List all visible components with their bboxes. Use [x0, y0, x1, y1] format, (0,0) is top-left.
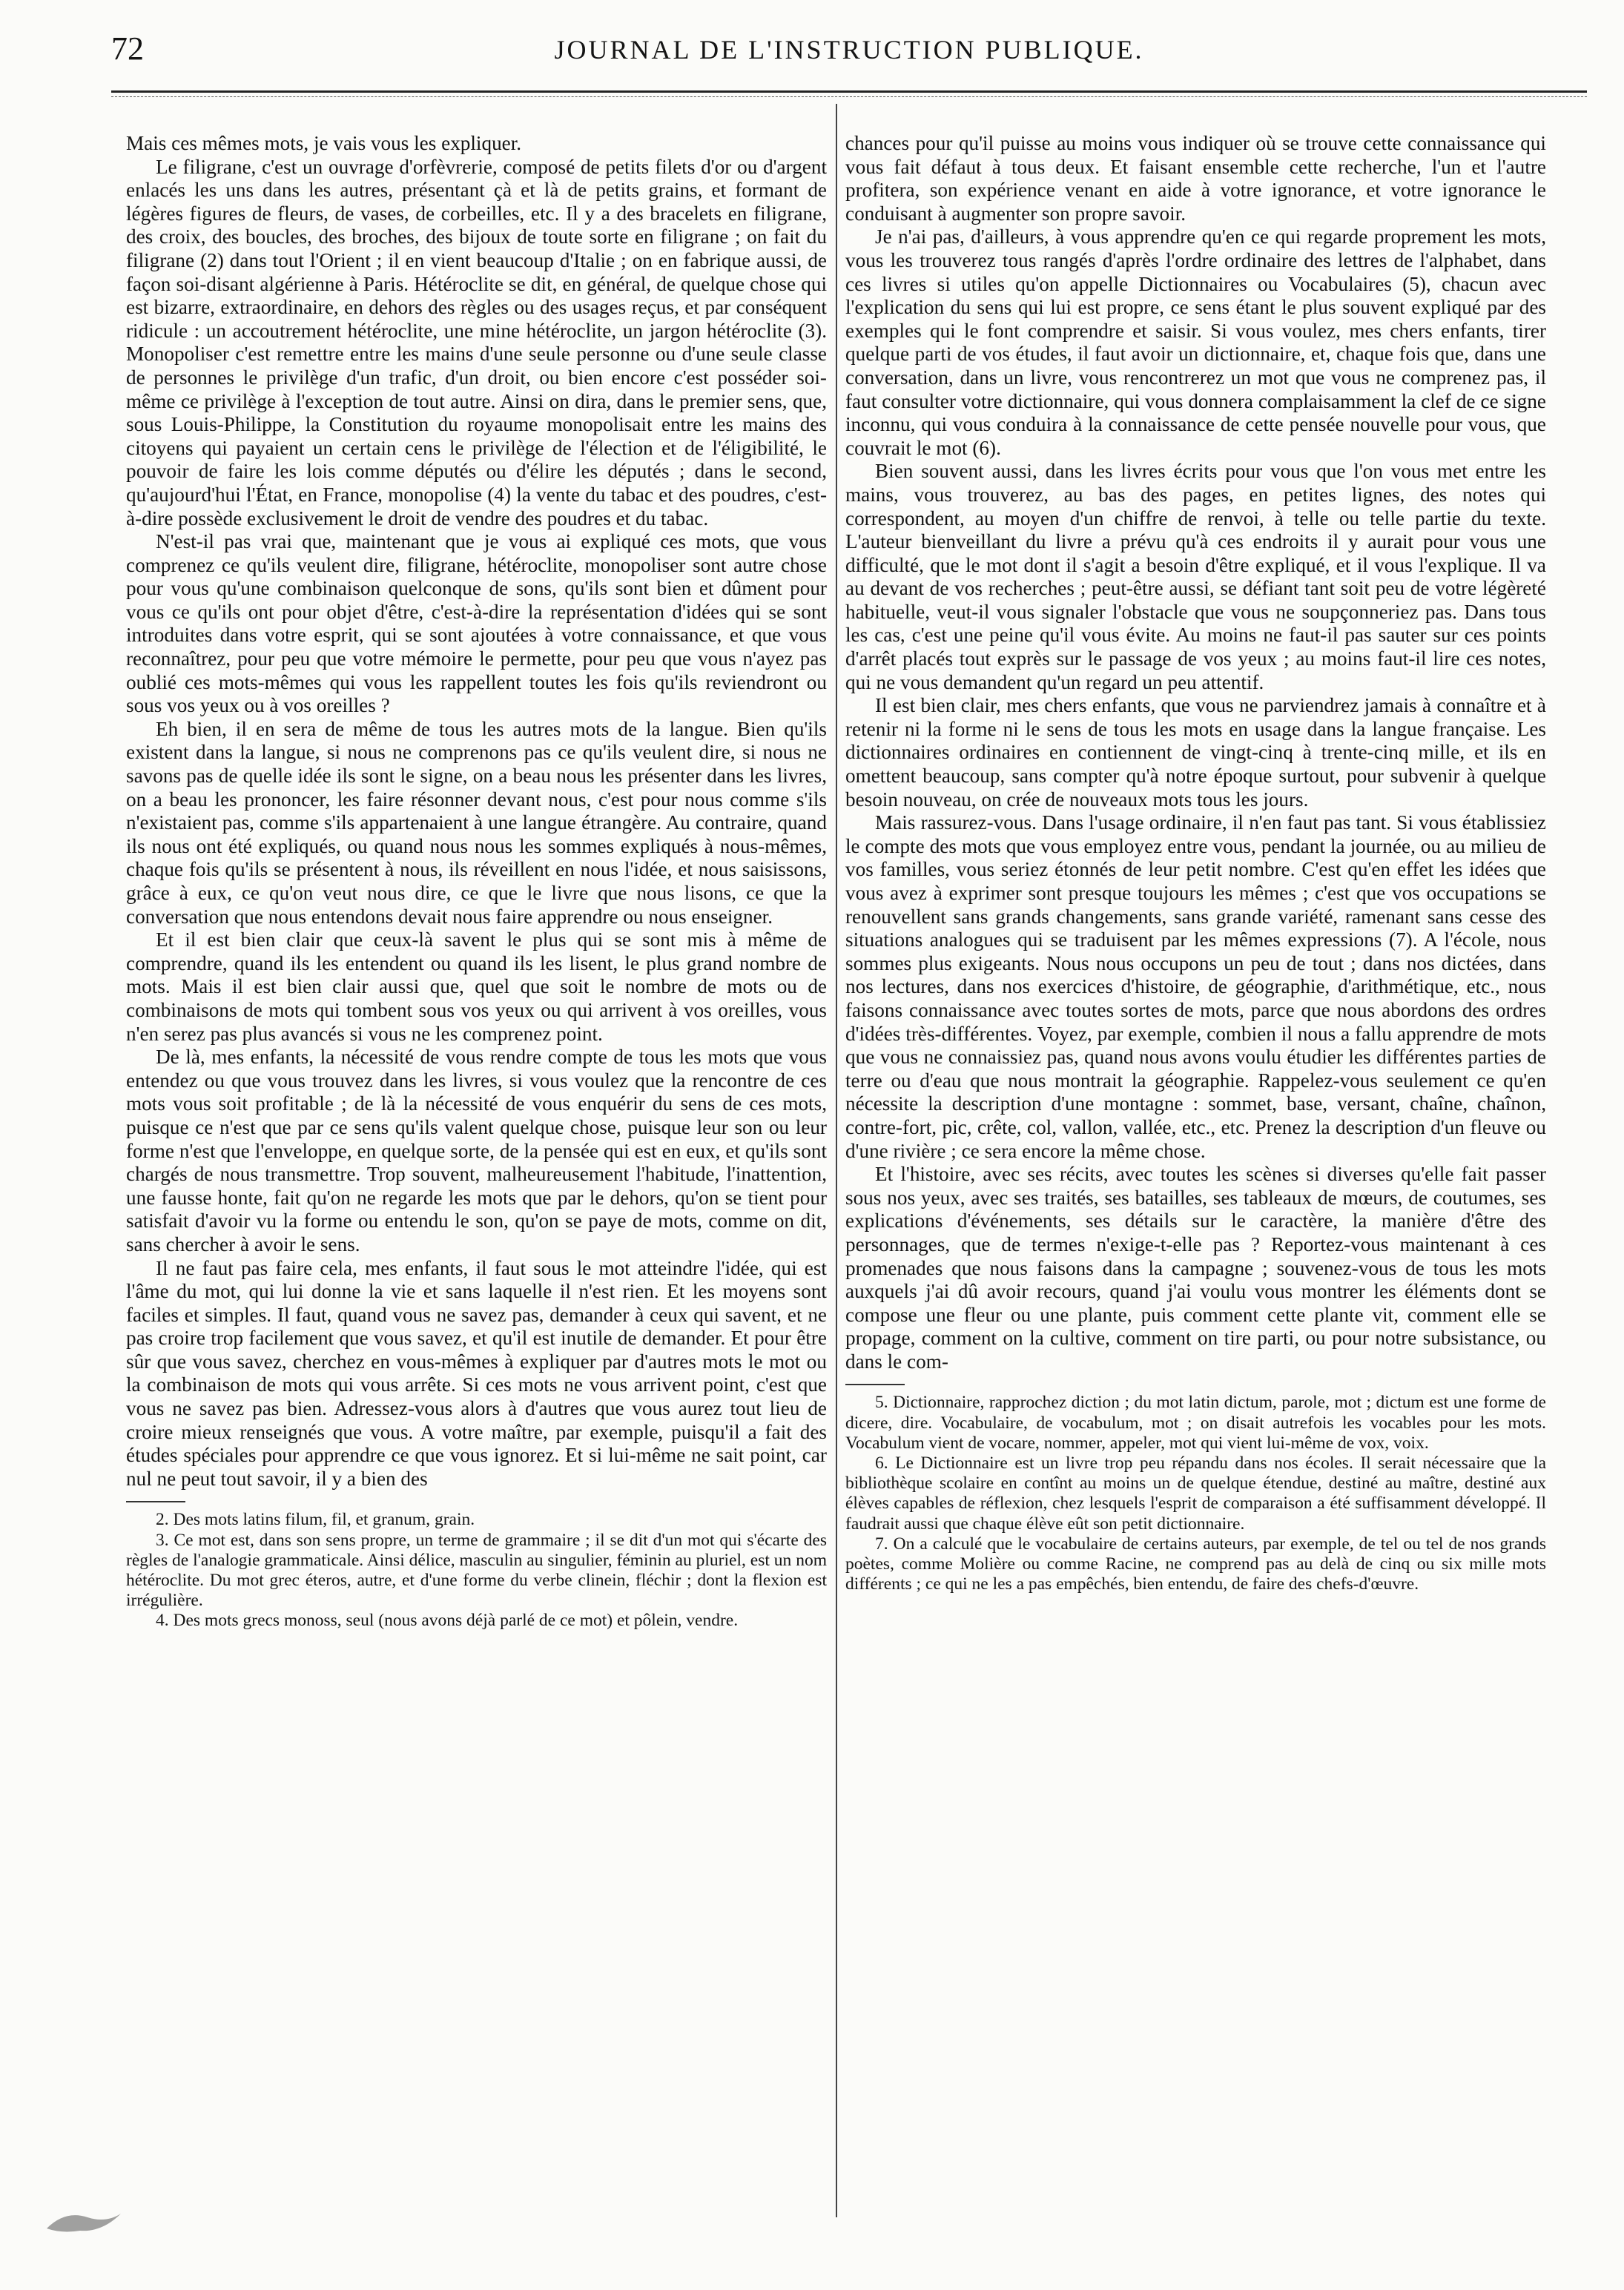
body-paragraph: Il ne faut pas faire cela, mes enfants, il faut sous le mot atteindre l'idée, qui est l'âme du mot, qui lui donne la vie et sans laquelle il n'est rien. Et les moyens sont faciles et simples. Il faut, quand vous ne savez pas, demander à ceux qui savent, et ne pas croire trop facilement que vous savez, et qu'il est inutile de demander. Et pour être sûr que vous savez, cherchez en vous-mêmes à expliquer par d'autres mots le mot ou la combinaison de mots qui vous arrête. Si ces mots ne vous arrivent point, c'est que vous ne savez pas bien. Adressez-vous alors à d'autres que vous aurez tout lieu de croire mieux renseignés que vous. A votre maître, par exemple, puisqu'il a fait des études spéciales pour apprendre ce que vous ignorez. Et si lui-même ne sait point, car nul ne peut tout savoir, il y a bien des [126, 1256, 827, 1490]
right-column [845, 132, 1546, 1595]
body-paragraph: Bien souvent aussi, dans les livres écrits pour vous que l'on vous met entre les mains, vous trouverez, au bas des pages, en petites lignes, des notes qui correspondent, au moyen d'un chiffre de renvoi, à telle ou telle partie du texte. L'auteur bienveillant du livre a prévu qu'à ces endroits il y aurait pour vous une difficulté, que le mot dont il s'agit a besoin d'être expliqué, et il vous l'explique. Il va au devant de vos recherches ; peut-être aussi, se défiant tant soit peu de votre légèreté habituelle, veut-il vous signaler l'obstacle que vous ne soupçonneriez pas. Dans tous les cas, c'est une peine qu'il vous évite. Au moins ne faut-il pas sauter sur ces points d'arrêt placés tout exprès sur le passage de vos yeux ; au moins faut-il lire ces notes, qui ne vous demandent qu'un regard un peu attentif. [845, 460, 1546, 693]
body-paragraph: Et il est bien clair que ceux-là savent le plus qui se sont mis à même de comprendre, quand ils les entendent ou quand ils les lisent, le plus grand nombre de mots. Mais il est bien clair aussi que, quel que soit le nombre de mots ou de combinaisons de mots qui tombent sous vos yeux ou qui arrivent à vos oreilles, vous n'en serez pas plus avancés si vous ne les comprenez point. [126, 928, 827, 1045]
header-rule-dashed [111, 96, 1587, 97]
footnote-separator [126, 1501, 185, 1502]
footnote: 7. On a calculé que le vocabulaire de certains auteurs, par exemple, de tel ou tel de nos grands poètes, comme Molière ou comme Racine, ne comprend pas au delà de cinq ou six mille mots différents ; ce qui ne les a pas empêchés, bien entendu, de faire des chefs-d'œuvre. [845, 1534, 1546, 1594]
body-paragraph: chances pour qu'il puisse au moins vous indiquer où se trouve cette connaissance qui vous fait défaut à tous deux. Et faisant ensemble cette recherche, l'un et l'autre profitera, son expérience venant en aide à votre ignorance, et votre ignorance le conduisant à augmenter son propre savoir. [845, 132, 1546, 225]
footnote: 2. Des mots latins filum, fil, et granum, grain. [156, 1510, 475, 1530]
footnote: 3. Ce mot est, dans son sens propre, un terme de grammaire ; il se dit d'un mot qui s'écarte des règles de l'analogie grammaticale. Ainsi délice, masculin au singulier, féminin au pluriel, est un nom hétéroclite. Du mot grec éteros, autre, et d'une forme du verbe clinein, fléchir ; dont la flexion est irrégulière. [126, 1530, 827, 1611]
footnote: 5. Dictionnaire, rapprochez diction ; du mot latin dictum, parole, mot ; dictum est une forme de dicere, dire. Vocabulaire, de vocabulum, mot ; on disait autrefois les vocables pour les mots. Vocabulum vient de vocare, nommer, appeler, mot qui vient lui-même de vox, voix. [845, 1393, 1546, 1453]
body-paragraph: N'est-il pas vrai que, maintenant que je vous ai expliqué ces mots, que vous comprenez ce qu'ils veulent dire, filigrane, hétéroclite, monopoliser sont autre chose pour vous qu'une combinaison quelconque de sons, qu'ils sont bien et dûment pour vous ce qu'ils ont pour objet d'être, c'est-à-dire la représentation d'idées qui se sont introduites dans votre esprit, qui se sont ajoutées à votre connaissance, et que vous reconnaîtrez, pour peu que votre mémoire le permette, pour peu que vous n'ayez pas oublié ces mots-mêmes qui vous les rappellent toutes les fois qu'ils reviendront ou sous vos yeux ou à vos oreilles ? [126, 530, 827, 717]
body-paragraph: Mais ces mêmes mots, je vais vous les expliquer. [126, 132, 522, 154]
body-paragraph: Il est bien clair, mes chers enfants, que vous ne parviendrez jamais à connaître et à retenir ni la forme ni le sens de tous les mots en usage dans la langue française. Les dictionnaires ordinaires en contiennent de vingt-cinq à trente-cinq mille, et ils en omettent beaucoup, sans compter qu'à notre époque surtout, pour subvenir à quelque besoin nouveau, on crée de nouveaux mots tous les jours. [845, 694, 1546, 811]
left-column [126, 132, 827, 1631]
header-rule [111, 90, 1587, 93]
page-number: 72 [111, 30, 144, 67]
body-paragraph: Je n'ai pas, d'ailleurs, à vous apprendre qu'en ce qui regarde proprement les mots, vous les trouverez tous rangés d'après l'ordre ordinaire des lettres de l'alphabet, dans ces livres si utiles qu'on appelle Dictionnaires ou Vocabulaires (5), chacun avec l'explication du sens qui lui est propre, ce sens étant le plus souvent expliqué par des exemples qui le font comprendre et saisir. Si vous voulez, mes chers enfants, tirer quelque parti de vos études, il faut avoir un dictionnaire, et, chaque fois que, dans une conversation, dans un livre, vous rencontrerez un mot que vous ne comprenez pas, il faut consulter votre dictionnaire, qui vous donnera complaisamment la clef de ce signe inconnu, qui vous conduira à la connaissance de cette pensée nouvelle pour vous, que couvrait le mot (6). [845, 225, 1546, 459]
footnote: 4. Des mots grecs monoss, seul (nous avons déjà parlé de ce mot) et pôlein, vendre. [156, 1611, 739, 1631]
body-paragraph: Mais rassurez-vous. Dans l'usage ordinaire, il n'en faut pas tant. Si vous établissiez le compte des mots que vous employez entre vous, pendant la journée, ou au milieu de vos familles, vous seriez étonnés de leur petit nombre. C'est qu'en effet les idées que vous avez à exprimer sont presque toujours les mêmes ; c'est que vos occupations se renouvellent sans grands changements, sans grande variété, ramenant sans cesse des situations analogues qui se traduisent par les mêmes expressions (7). A l'école, nous sommes plus exigeants. Nous nous occupons un peu de tout ; dans nos dictées, dans nos lectures, dans nos exercices d'histoire, de géographie, d'arithmétique, etc., nous faisons connaissance avec toutes sortes de mots, parce que nous abordons des ordres d'idées très-différentes. Voyez, par exemple, combien il nous a fallu apprendre de mots que vous ne connaissiez pas, quand nous avons voulu étudier les différentes parties de terre ou d'eau que nous montrait la géographie. Rappelez-vous seulement ce qu'en nécessite la description d'une montagne : sommet, base, versant, chaîne, chaînon, contre-fort, pic, crête, col, vallon, vallée, etc., etc. Prenez la description d'un fleuve ou d'une rivière ; ce sera encore la même chose. [845, 811, 1546, 1162]
footnote-separator [845, 1384, 905, 1385]
footnote: 6. Le Dictionnaire est un livre trop peu répandu dans nos écoles. Il serait nécessaire que la bibliothèque scolaire en contînt au moins un de quelque étendue, destiné au maître, destiné aux élèves capables de réflexion, chez lesquels l'esprit de comparaison a été suffisamment développé. Il faudrait aussi que chaque élève eût son petit dictionnaire. [845, 1453, 1546, 1534]
body-paragraph: Le filigrane, c'est un ouvrage d'orfèvrerie, composé de petits filets d'or ou d'argent enlacés les uns dans les autres, présentant çà et là de petits grains, et formant de légères figures de fleurs, de vases, de corbeilles, etc. Il y a des bracelets en filigrane, des croix, des boucles, des broches, des bijoux de toute sorte en filigrane ; on fait du filigrane (2) dans tout l'Orient ; il en vient beaucoup d'Italie ; on en fabrique aussi, de façon soi-disant algérienne à Paris. Hétéroclite se dit, en général, de quelque chose qui est bizarre, extraordinaire, en dehors des règles ou des usages reçus, et par conséquent ridicule : un accoutrement hétéroclite, une mine hétéroclite, un jargon hétéroclite (3). Monopoliser c'est remettre entre les mains d'une seule personne ou d'une seule classe de personnes le privilège d'un trafic, d'un droit, ou bien encore c'est posséder soi-même ce privilège à l'exception de tout autre. Ainsi on dira, dans le premier sens, que, sous Louis-Philippe, la Constitution du royaume monopolisait entre les mains des citoyens qui payaient un certain cens le privilège de l'élection et de l'éligibilité, le pouvoir de faire les lois comme députés ou d'élire les députés ; dans le second, qu'aujourd'hui l'État, en France, monopolise (4) la vente du tabac et des poudres, c'est-à-dire possède exclusivement le droit de vendre des poudres et du tabac. [126, 155, 827, 529]
ink-smudge [43, 2195, 125, 2240]
body-paragraph: De là, mes enfants, la nécessité de vous rendre compte de tous les mots que vous entendez ou que vous trouvez dans les livres, si vous voulez que la rencontre de ces mots vous soit profitable ; de là la nécessité de vous enquérir du sens de ces mots, puisque ce n'est que par ce sens qu'ils valent quelque chose, puisque leur son ou leur forme n'est que l'enveloppe, en quelque sorte, de la pensée qui est en eux, et qu'ils sont chargés de nous transmettre. Trop souvent, malheureusement l'habitude, l'inattention, une fausse honte, fait qu'on ne regarde les mots que par le dehors, qu'on se tient pour satisfait d'avoir vu la forme ou entendu le son, qu'on se paye de mots, comme on dit, sans chercher à avoir le sens. [126, 1046, 827, 1255]
page-header [111, 30, 1587, 74]
body-paragraph: Eh bien, il en sera de même de tous les autres mots de la langue. Bien qu'ils existent dans la langue, si nous ne comprenons pas ce qu'ils veulent dire, si nous ne savons pas de quelle idée ils sont le signe, on a beau nous les présenter dans les livres, on a beau les prononcer, les faire résonner devant nous, c'est pour nous comme s'ils n'existaient pas, comme s'ils appartenaient à une langue étrangère. Au contraire, quand ils nous ont été expliqués, ou quand nous nous les sommes expliqués à nous-mêmes, chaque fois qu'ils se présentent à nous, ils réveillent en nous l'idée, et nous saisissons, grâce à eux, ce qu'on veut nous dire, ce que le livre que nous lisons, ce que la conversation que nous entendons devait nous faire apprendre ou nous enseigner. [126, 717, 827, 928]
column-divider [836, 104, 837, 2217]
journal-title: JOURNAL DE L'INSTRUCTION PUBLIQUE. [554, 35, 1144, 65]
body-paragraph: Et l'histoire, avec ses récits, avec toutes les scènes si diverses qu'elle fait passer sous nos yeux, avec ses traités, ses batailles, ses tableaux de mœurs, de coutumes, ses explications d'événements, ses détails sur le caractère, la manière d'être des personnages, que de termes n'exige-t-elle pas ? Reportez-vous maintenant à ces promenades que nous faisons dans la campagne ; souvenez-vous de tous les mots auxquels j'ai dû avoir recours, quand j'ai voulu vous montrer les éléments dont se compose une fleur ou une plante, puis comment cette plante vit, comment elle se propage, comment on la cultive, comment on tire parti, ou pour notre subsistance, ou dans le com- [845, 1163, 1546, 1373]
